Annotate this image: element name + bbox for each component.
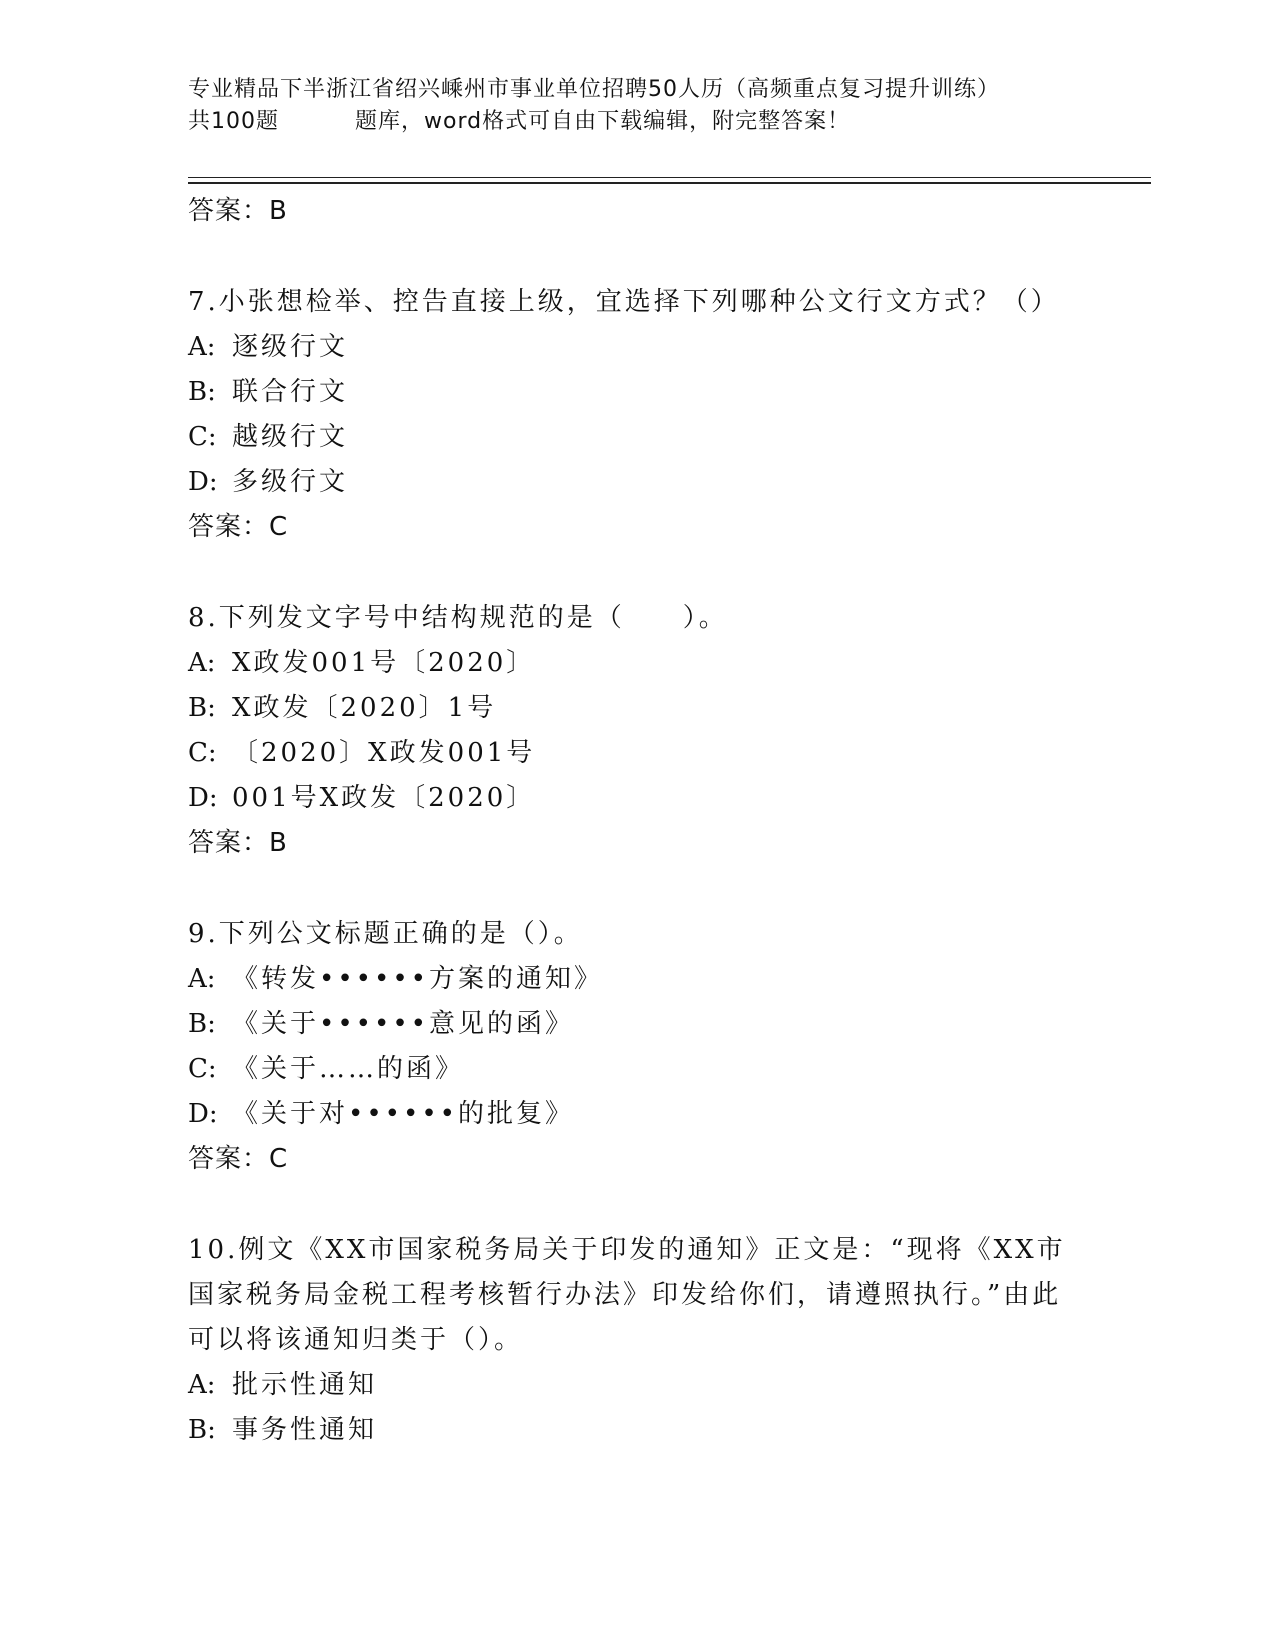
answer-option [188, 1408, 1068, 1453]
document-header [188, 74, 1088, 138]
option-text: 《关于……的函》 [232, 1054, 465, 1084]
question-list [188, 189, 1068, 1453]
question-block [188, 912, 1068, 1182]
answer-option [188, 1047, 1068, 1092]
question-answer: 答案：C [188, 512, 289, 542]
option-letter: A: [188, 1370, 216, 1400]
option-text: 逐级行文 [232, 332, 349, 362]
option-text: 多级行文 [232, 467, 349, 497]
answer-option [188, 370, 1068, 415]
question-text: 9.下列公文标题正确的是（）。 [188, 919, 583, 949]
option-letter: D: [188, 467, 218, 497]
question-text: 10.例文《XX市国家税务局关于印发的通知》正文是：“现将《XX市国家税务局金税工程考核暂行办法》印发给你们，请遵照执行。”由此可以将该通知归类于（）。 [188, 1235, 1066, 1355]
option-letter: A: [188, 964, 216, 994]
answer-option [188, 460, 1068, 505]
option-letter: C: [188, 1054, 217, 1084]
option-letter: A: [188, 648, 216, 678]
option-text: X政发〔2020〕1号 [232, 693, 497, 723]
option-text: 联合行文 [232, 377, 349, 407]
question-answer: 答案：C [188, 1144, 289, 1174]
question-block [188, 596, 1068, 866]
question-block [188, 1228, 1068, 1453]
option-text: 《转发••••••方案的通知》 [232, 964, 604, 994]
option-text: 事务性通知 [232, 1415, 378, 1445]
option-letter: A: [188, 332, 216, 362]
header-divider-thin [188, 177, 1151, 178]
option-text: 〔2020〕X政发001号 [232, 738, 536, 768]
option-letter: B: [188, 693, 216, 723]
option-letter: B: [188, 1009, 216, 1039]
answer-option [188, 776, 1068, 821]
answer-option [188, 415, 1068, 460]
option-letter: B: [188, 1415, 216, 1445]
option-text: 001号X政发〔2020〕 [232, 783, 536, 813]
option-text: 《关于对••••••的批复》 [232, 1099, 575, 1129]
header-title-line: 专业精品下半浙江省绍兴嵊州市事业单位招聘50人历（高频重点复习提升训练） [188, 77, 1000, 102]
header-subtitle-line [188, 106, 1088, 138]
option-text: X政发001号〔2020〕 [232, 648, 536, 678]
header-divider-thick [188, 182, 1151, 184]
option-text: 越级行文 [232, 422, 349, 452]
answer-option [188, 641, 1068, 686]
option-letter: C: [188, 738, 217, 768]
answer-option [188, 686, 1068, 731]
answer-option [188, 325, 1068, 370]
question-answer: 答案：B [188, 828, 288, 858]
option-letter: B: [188, 377, 216, 407]
question-text: 7.小张想检举、控告直接上级，宜选择下列哪种公文行文方式？（） [188, 287, 1060, 317]
answer-option [188, 731, 1068, 776]
answer-option [188, 1092, 1068, 1137]
previous-question-answer: 答案：B [188, 196, 288, 226]
header-format-note: 题库，word格式可自由下载编辑，附完整答案！ [355, 109, 851, 134]
option-letter: D: [188, 783, 218, 813]
question-text: 8.下列发文字号中结构规范的是（ ）。 [188, 603, 728, 633]
option-letter: D: [188, 1099, 218, 1129]
option-text: 《关于••••••意见的函》 [232, 1009, 575, 1039]
header-question-count: 共100题 [188, 109, 279, 134]
option-text: 批示性通知 [232, 1370, 378, 1400]
option-letter: C: [188, 422, 217, 452]
questions-container [188, 280, 1068, 1453]
answer-option [188, 1002, 1068, 1047]
answer-option [188, 1363, 1068, 1408]
answer-option [188, 957, 1068, 1002]
question-block [188, 280, 1068, 550]
